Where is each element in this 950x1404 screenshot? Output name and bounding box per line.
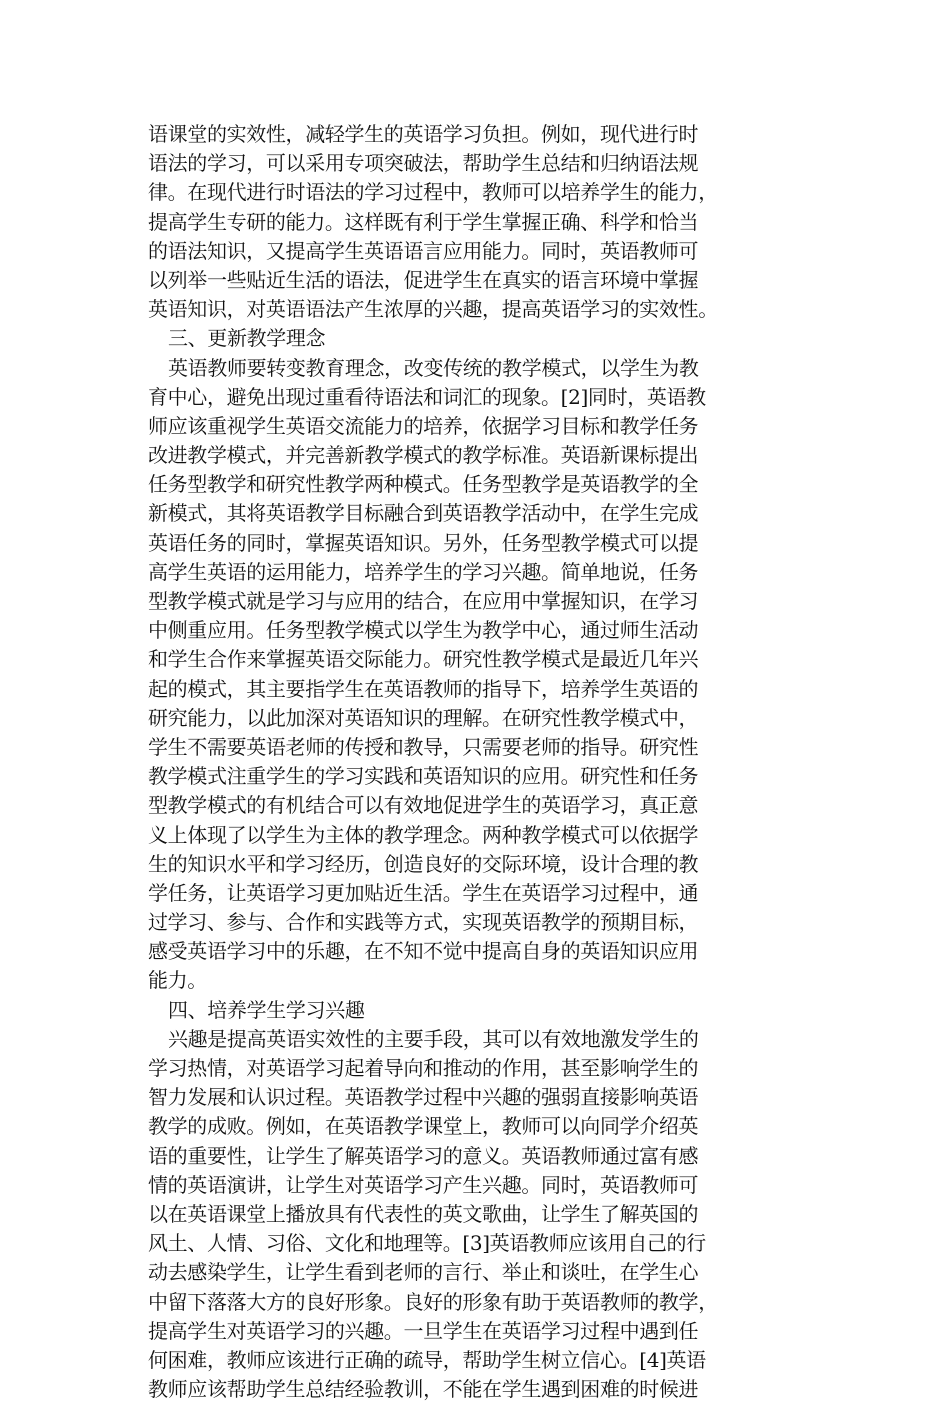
text-line: 学生不需要英语老师的传授和教导，只需要老师的指导。研究性	[148, 734, 699, 759]
paragraph-first-line: 兴趣是提高英语实效性的主要手段，其可以有效地激发学生的	[168, 1026, 699, 1051]
text-line: 英语任务的同时，掌握英语知识。另外，任务型教学模式可以提	[148, 530, 699, 555]
document-body	[148, 120, 788, 1404]
text-line: 以列举一些贴近生活的语法，促进学生在真实的语言环境中掌握	[148, 267, 699, 292]
text-line: 智力发展和认识过程。英语教学过程中兴趣的强弱直接影响英语	[148, 1085, 699, 1110]
text-line: 高学生英语的运用能力，培养学生的学习兴趣。简单地说，任务	[148, 559, 699, 584]
text-line: 学任务，让英语学习更加贴近生活。学生在英语学习过程中，通	[148, 880, 699, 905]
text-line: 学习热情，对英语学习起着导向和推动的作用，甚至影响学生的	[148, 1056, 699, 1080]
text-line: 动去感染学生，让学生看到老师的言行、举止和谈吐，在学生心	[148, 1260, 699, 1285]
text-line: 起的模式，其主要指学生在英语教师的指导下，培养学生英语的	[148, 676, 699, 701]
text-line: 师应该重视学生英语交流能力的培养，依据学习目标和教学任务	[148, 413, 699, 438]
text-line: 任务型教学和研究性教学两种模式。任务型教学是英语教学的全	[148, 472, 699, 497]
text-line: 提高学生对英语学习的兴趣。一旦学生在英语学习过程中遇到任	[148, 1318, 699, 1343]
text-line: 感受英语学习中的乐趣，在不知不觉中提高自身的英语知识应用	[148, 939, 699, 964]
paragraph-first-line: 英语教师要转变教育理念，改变传统的教学模式，以学生为教	[168, 355, 699, 380]
text-line: 义上体现了以学生为主体的教学理念。两种教学模式可以依据学	[148, 822, 699, 847]
text-line: 何困难，教师应该进行正确的疏导，帮助学生树立信心。[4]英语	[148, 1347, 706, 1372]
text-line: 生的知识水平和学习经历，创造良好的交际环境，设计合理的教	[148, 851, 699, 876]
text-line: 风土、人情、习俗、文化和地理等。[3]英语教师应该用自己的行	[148, 1231, 706, 1256]
text-line: 研究能力，以此加深对英语知识的理解。在研究性教学模式中，	[148, 705, 699, 730]
text-line: 和学生合作来掌握英语交际能力。研究性教学模式是最近几年兴	[148, 647, 699, 672]
text-line: 以在英语课堂上播放具有代表性的英文歌曲，让学生了解英国的	[148, 1201, 699, 1226]
text-line: 语的重要性，让学生了解英语学习的意义。英语教师通过富有感	[148, 1143, 699, 1168]
text-line: 语法的学习，可以采用专项突破法，帮助学生总结和归纳语法规	[148, 151, 699, 176]
text-line: 教师应该帮助学生总结经验教训，不能在学生遇到困难的时候进	[148, 1377, 699, 1402]
text-line: 型教学模式的有机结合可以有效地促进学生的英语学习，真正意	[148, 793, 699, 818]
text-line: 育中心，避免出现过重看待语法和词汇的现象。[2]同时，英语教	[148, 384, 706, 409]
text-line: 新模式，其将英语教学目标融合到英语教学活动中，在学生完成	[148, 501, 699, 526]
text-line: 提高学生专研的能力。这样既有利于学生掌握正确、科学和恰当	[148, 209, 699, 234]
text-line: 中留下落落大方的良好形象。良好的形象有助于英语教师的教学，	[148, 1289, 718, 1314]
section-heading: 四、培养学生学习兴趣	[168, 997, 365, 1022]
text-line: 语课堂的实效性，减轻学生的英语学习负担。例如，现代进行时	[148, 122, 699, 146]
text-line: 型教学模式就是学习与应用的结合，在应用中掌握知识，在学习	[148, 589, 699, 613]
text-line: 英语知识，对英语语法产生浓厚的兴趣，提高英语学习的实效性。	[148, 297, 718, 322]
text-line: 情的英语演讲，让学生对英语学习产生兴趣。同时，英语教师可	[148, 1172, 699, 1197]
text-line: 的语法知识，又提高学生英语语言应用能力。同时，英语教师可	[148, 238, 699, 263]
text-line: 改进教学模式，并完善新教学模式的教学标准。英语新课标提出	[148, 443, 699, 468]
text-line: 教学模式注重学生的学习实践和英语知识的应用。研究性和任务	[148, 764, 699, 789]
text-line: 中侧重应用。任务型教学模式以学生为教学中心，通过师生活动	[148, 618, 699, 643]
text-line: 过学习、参与、合作和实践等方式，实现英语教学的预期目标，	[148, 910, 699, 935]
text-line: 能力。	[148, 968, 207, 993]
text-line: 教学的成败。例如，在英语教学课堂上，教师可以向同学介绍英	[148, 1114, 699, 1139]
text-line: 律。在现代进行时语法的学习过程中，教师可以培养学生的能力，	[148, 180, 718, 205]
section-heading: 三、更新教学理念	[168, 326, 326, 351]
